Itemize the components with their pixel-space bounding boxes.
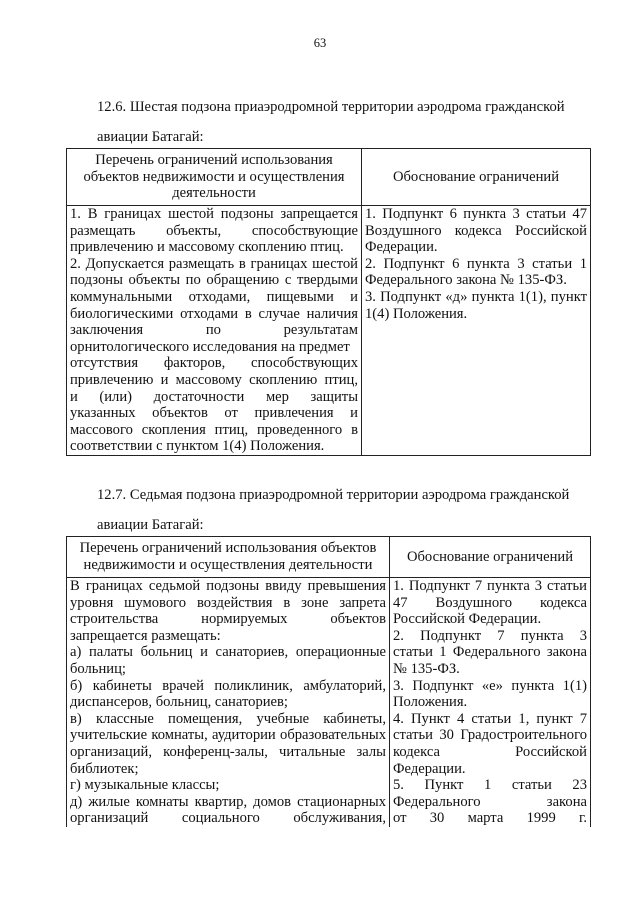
text-line: 2. Подпункт 6 пункта 3 статьи 1 bbox=[365, 255, 587, 272]
text-line: кодекса Российской bbox=[393, 743, 587, 760]
text-line: 12.7. Седьмая подзона приаэродромной территории аэродрома гражданской bbox=[97, 487, 570, 503]
text-line: 3. Подпункт «е» пункта 1(1) bbox=[393, 677, 587, 694]
text-line: учительские комнаты, аудитории образовательных bbox=[70, 727, 386, 744]
text-line: запрещается размещать: bbox=[70, 627, 221, 644]
restrictions-column-header bbox=[67, 537, 390, 578]
text-line: организаций, конференц-залы, читальные залы bbox=[70, 743, 386, 760]
text-line: статьи 1 Федерального закона bbox=[393, 644, 587, 661]
text-line: орнитологического исследования на предмет bbox=[70, 338, 350, 355]
text-line: В границах седьмой подзоны ввиду превышения bbox=[70, 578, 386, 594]
text-line: Перечень ограничений использования bbox=[95, 152, 333, 169]
text-line: объектов недвижимости и осуществления bbox=[83, 168, 345, 185]
text-line: 47 Воздушного кодекса bbox=[393, 594, 587, 611]
justification-cell bbox=[362, 206, 591, 456]
justification-column-header bbox=[362, 149, 591, 206]
table-header-row bbox=[67, 149, 591, 206]
table-row bbox=[67, 206, 591, 456]
text-line: заключения по результатам bbox=[70, 322, 358, 339]
text-line: д) жилые комнаты квартир, домов стационарных bbox=[70, 793, 386, 810]
text-line: а) палаты больниц и санаториев, операционные bbox=[70, 644, 386, 661]
text-line: организаций социального обслуживания, bbox=[70, 810, 386, 827]
text-line: коммунальными отходами, пищевыми и bbox=[70, 288, 358, 305]
text-line: указанных объектов от привлечения и bbox=[70, 405, 358, 422]
table-row bbox=[67, 578, 591, 827]
text-line: массового скопления птиц, проведенного в bbox=[70, 421, 358, 438]
text-line: 2. Подпункт 7 пункта 3 bbox=[393, 627, 587, 644]
text-line: Федерального закона bbox=[393, 793, 587, 810]
restrictions-column-header bbox=[67, 149, 362, 206]
text-line: уровня шумового воздействия в зоне запрета bbox=[70, 594, 386, 611]
text-line: Воздушного кодекса Российской bbox=[365, 222, 587, 239]
justification-column-header bbox=[390, 537, 591, 578]
text-line: отсутствия факторов, способствующих bbox=[70, 355, 358, 372]
text-line: Обоснование ограничений bbox=[406, 548, 574, 565]
text-line: привлечению и массовому скоплению птиц, bbox=[70, 371, 358, 388]
text-line: 12.6. Шестая подзона приаэродромной территории аэродрома гражданской bbox=[97, 99, 565, 115]
text-line: привлечению и массовому скоплению птиц. bbox=[70, 239, 344, 256]
text-line: библиотек; bbox=[70, 760, 139, 777]
text-line: соответствии с пунктом 1(4) Положения. bbox=[70, 438, 325, 455]
text-line: Положения. bbox=[393, 694, 468, 711]
text-line: Федерации. bbox=[365, 239, 438, 256]
table-header-row bbox=[67, 537, 591, 578]
text-line: биологическими отходами в случае наличия bbox=[70, 305, 358, 322]
text-line: № 135-ФЗ. bbox=[393, 660, 460, 677]
text-line: Федерального закона № 135-ФЗ. bbox=[365, 272, 567, 289]
text-line: больниц; bbox=[70, 660, 126, 677]
text-line: г) музыкальные классы; bbox=[70, 777, 220, 794]
text-line: от 30 марта 1999 г. bbox=[393, 810, 587, 827]
text-line: Перечень ограничений использования объектов bbox=[79, 540, 377, 557]
text-line: б) кабинеты врачей поликлиник, амбулаторий, bbox=[70, 677, 386, 694]
text-line: 1. Подпункт 7 пункта 3 статьи bbox=[393, 578, 587, 594]
text-line: недвижимости и осуществления деятельности bbox=[83, 557, 373, 573]
text-line: размещать объекты, способствующие bbox=[70, 222, 358, 239]
section-heading bbox=[67, 92, 597, 152]
page-number: 63 bbox=[313, 36, 327, 50]
text-line: статьи 30 Градостроительного bbox=[393, 727, 587, 744]
restrictions-cell bbox=[67, 578, 390, 827]
text-line: авиации Батагай: bbox=[97, 517, 204, 533]
restrictions-table bbox=[66, 148, 591, 456]
justification-cell bbox=[390, 578, 591, 827]
text-line: 1. В границах шестой подзоны запрещается bbox=[70, 206, 358, 222]
text-line: и (или) достаточности мер защиты bbox=[70, 388, 358, 405]
text-line: 1(4) Положения. bbox=[365, 305, 468, 322]
text-line: деятельности bbox=[172, 185, 256, 202]
text-line: Российской Федерации. bbox=[393, 611, 542, 628]
text-line: авиации Батагай: bbox=[97, 129, 204, 145]
text-line: в) классные помещения, учебные кабинеты, bbox=[70, 710, 386, 727]
text-line: строительства нормируемых объектов bbox=[70, 611, 386, 628]
section-heading bbox=[67, 480, 597, 540]
text-line: 5. Пункт 1 статьи 23 bbox=[393, 777, 587, 794]
text-line: 1. Подпункт 6 пункта 3 статьи 47 bbox=[365, 206, 587, 222]
text-line: Федерации. bbox=[393, 760, 466, 777]
restrictions-cell bbox=[67, 206, 362, 456]
restrictions-table bbox=[66, 536, 591, 827]
text-line: 3. Подпункт «д» пункта 1(1), пункт bbox=[365, 288, 587, 305]
text-line: Обоснование ограничений bbox=[392, 168, 560, 185]
text-line: подзоны объекты по обращению с твердыми bbox=[70, 272, 358, 289]
text-line: 2. Допускается размещать в границах шестой bbox=[70, 255, 358, 272]
text-line: диспансеров, больниц, санаториев; bbox=[70, 694, 288, 711]
text-line: 4. Пункт 4 статьи 1, пункт 7 bbox=[393, 710, 587, 727]
